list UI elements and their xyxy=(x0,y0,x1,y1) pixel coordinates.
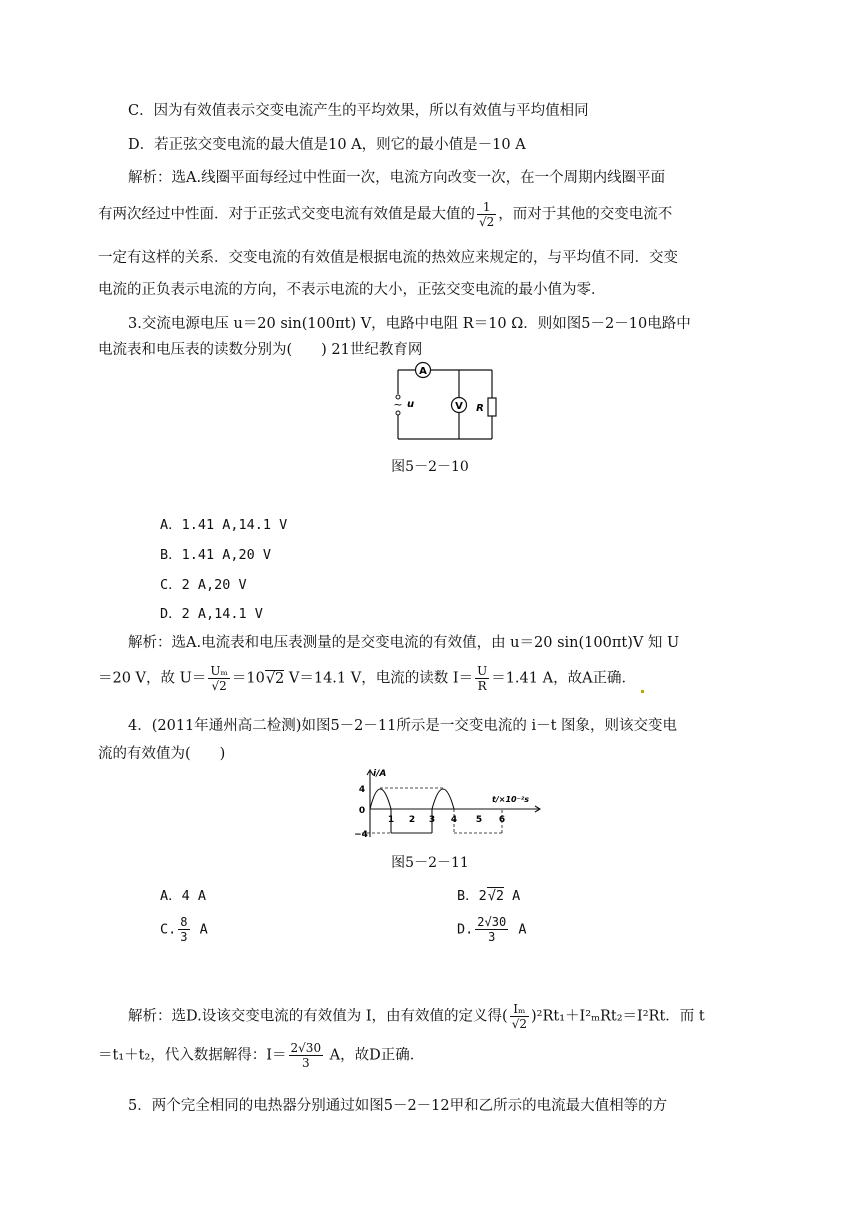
ammeter-label: A xyxy=(419,366,427,377)
x-tick-1: 1 xyxy=(387,815,395,825)
analysis-2-line2: 有两次经过中性面．对于正弦式交变电流有效值是最大值的 $\frac{1}{√2}$ ，而对于其他的交变电流不 xyxy=(98,200,673,229)
y-tick-minus4: −4 xyxy=(354,830,368,840)
source-label: u xyxy=(407,399,415,410)
question-4-line1: 4．(2011年通州高二检测)如图5－2－11所示是一交变电流的 i－t 图象，则该交变电 xyxy=(128,718,678,734)
fraction-2sqrt30-over-3-answer: $\frac{2√30}{3}$ xyxy=(290,1041,322,1070)
resistor-label: R xyxy=(476,403,484,414)
fraction-Im-over-sqrt2: $\frac{\text{Iₘ}}{√2}$ xyxy=(511,1002,527,1031)
q4-option-c: C. $\frac{8}{3}$ A xyxy=(160,915,208,944)
question-3-line1: 3.交流电源电压 u＝20 sin(100πt) V，电路中电阻 R＝10 Ω．则如图5－2－10电路中 xyxy=(128,316,691,332)
analysis-4-line2: ＝t₁＋t₂，代入数据解得：I＝ $\frac{2√30}{3}$ A，故D正确． xyxy=(98,1041,425,1070)
question-4-line2: 流的有效值为( ) xyxy=(98,746,226,762)
voltmeter-label: V xyxy=(455,401,463,412)
figure-caption-5-2-11: 图5－2－11 xyxy=(391,855,469,871)
source-tilde: ~ xyxy=(393,398,403,411)
x-axis-label: t/×10⁻²s xyxy=(492,795,530,804)
fraction-1-over-sqrt2: $\frac{1}{√2}$ xyxy=(479,200,495,229)
y-axis-label: i/A xyxy=(373,769,387,779)
it-graph-figure-5-2-11 xyxy=(350,765,550,845)
q3-option-c: C．2 A,20 V xyxy=(160,577,247,593)
circuit-figure-5-2-10 xyxy=(385,360,505,445)
y-tick-4: 4 xyxy=(358,785,366,795)
analysis-3-line1: 解析：选A.电流表和电压表测量的是交变电流的有效值，由 u＝20 sin(100πt)V 知 U xyxy=(128,635,680,651)
analysis-2-line1: 解析：选A.线圈平面每经过中性面一次，电流方向改变一次，在一个周期内线圈平面 xyxy=(128,170,666,186)
q4-option-b: B．2√2 A xyxy=(457,888,521,904)
fraction-2sqrt30-over-3: $\frac{2√30}{3}$ xyxy=(477,915,507,944)
x-tick-6: 6 xyxy=(498,815,506,825)
fraction-Um-over-sqrt2: $\frac{\text{Uₘ}}{√2}$ xyxy=(210,664,228,693)
figure-caption-5-2-10: 图5－2－10 xyxy=(391,459,469,475)
q4-option-a: A．4 A xyxy=(160,888,207,904)
mark-dot xyxy=(641,690,644,693)
analysis-2-line3: 一定有这样的关系．交变电流的有效值是根据电流的热效应来规定的，与平均值不同．交变 xyxy=(98,250,678,266)
q3-option-a: A．1.41 A,14.1 V xyxy=(160,517,288,533)
x-tick-4: 4 xyxy=(450,815,458,825)
fraction-8-over-3: $\frac{8}{3}$ xyxy=(180,915,188,944)
x-tick-3: 3 xyxy=(428,815,436,825)
fraction-U-over-R: $\frac{U}{R}$ xyxy=(477,664,488,693)
option-c: C．因为有效值表示交变电流产生的平均效果，所以有效值与平均值相同 xyxy=(128,103,589,119)
y-tick-0: 0 xyxy=(358,806,366,816)
resistor-icon xyxy=(488,398,496,416)
source-terminal-bottom-icon xyxy=(396,411,400,415)
x-tick-5: 5 xyxy=(475,815,483,825)
question-5-line1: 5．两个完全相同的电热器分别通过如图5－2－12甲和乙所示的电流最大值相等的方 xyxy=(128,1098,668,1114)
analysis-4-line1: 解析：选D.设该交变电流的有效值为 I，由有效值的定义得( $\frac{\text{Iₘ}}{√2}$ )²Rt₁＋I²ₘRt₂＝I²Rt．而 t xyxy=(128,1002,705,1031)
x-tick-2: 2 xyxy=(408,815,416,825)
option-d: D．若正弦交变电流的最大值是10 A，则它的最小值是－10 A xyxy=(128,137,526,153)
analysis-2-line4: 电流的正负表示电流的方向，不表示电流的大小，正弦交变电流的最小值为零． xyxy=(98,282,606,298)
q3-option-b: B．1.41 A,20 V xyxy=(160,547,272,563)
q3-option-d: D．2 A,14.1 V xyxy=(160,606,263,622)
q4-option-d: D. $\frac{2√30}{3}$ A xyxy=(457,915,527,944)
question-3-line2: 电流表和电压表的读数分别为( ) 21世纪教育网 xyxy=(98,342,423,358)
analysis-3-line2: ＝20 V，故 U＝ $\frac{\text{Uₘ}}{√2}$ ＝10√2 V＝14.1 V，电流的读数 I＝ $\frac{U}{R}$ ＝1.41 A，故A正确． xyxy=(98,664,644,693)
